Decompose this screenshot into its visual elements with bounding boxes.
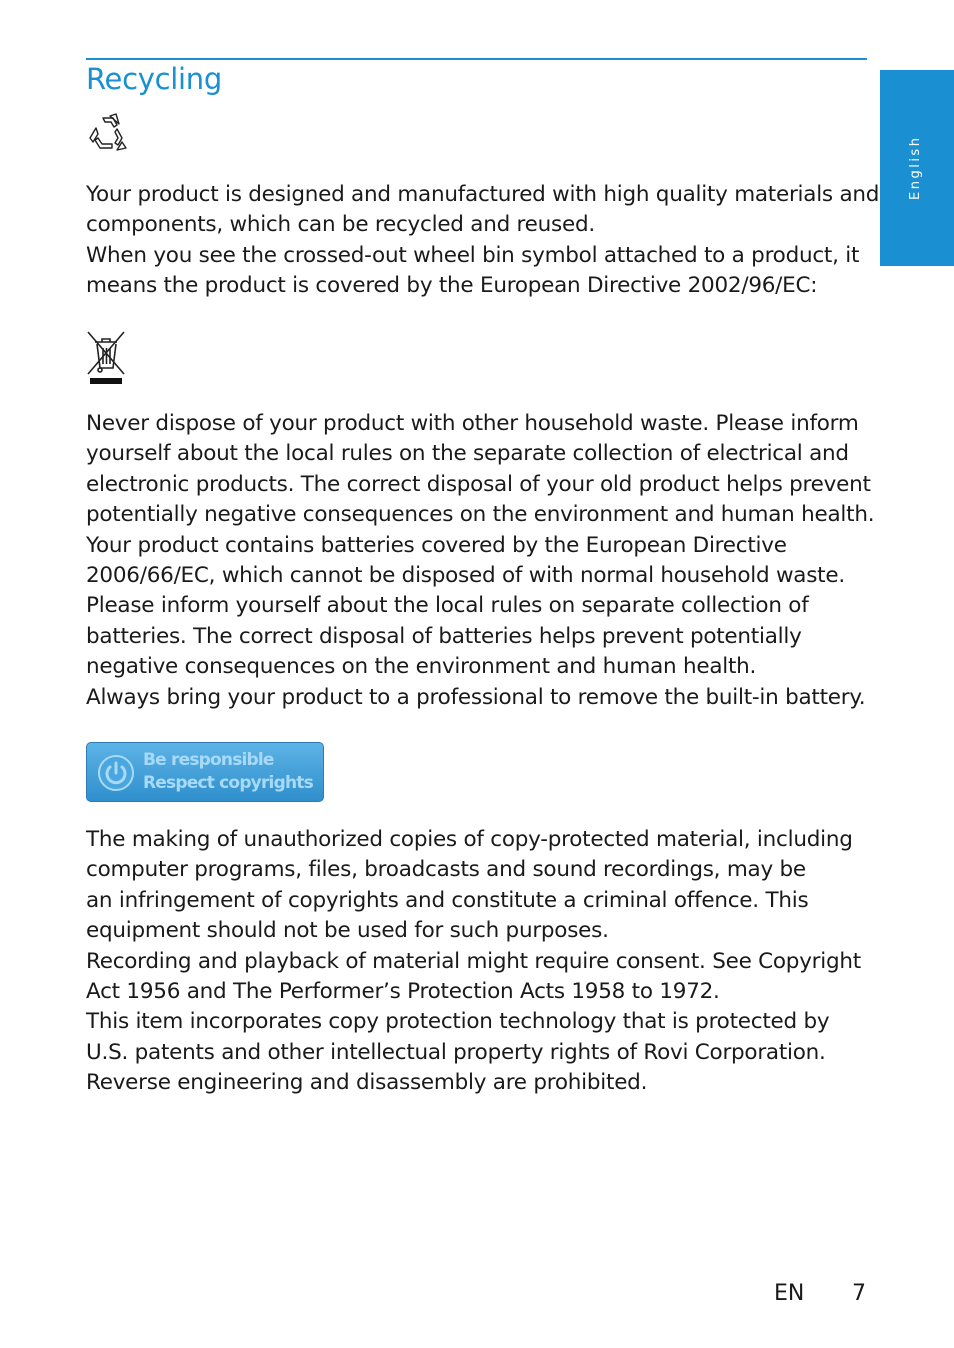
recycling-intro-paragraph: Your product is designed and manufactured with high quality materials and components, which can be recycled and reused. When you see the crossed-out wheel bin symbol attached to a product, it means the product is covered by the European Directive 2002/96/EC:	[86, 182, 880, 299]
badge-text: Be responsible Respect copyrights	[143, 750, 313, 793]
disposal-paragraph: Never dispose of your product with other household waste. Please inform yourself about the local rules on the separate collection of electrical and electronic products. The correct disposal of your old product helps prevent potentially negative consequences on the environment and human health. Your product contains batteries covered by the European Directive 2006/66/EC, which cannot be disposed of with normal household waste. Please inform yourself about the local rules on separate collection of batteries. The correct disposal of batteries helps prevent potentially negative consequences on the environment and human health. Always bring your product to a professional to remove the built-in battery.	[86, 411, 875, 710]
language-tab	[880, 70, 954, 266]
page-number: 7	[852, 1281, 866, 1306]
power-icon	[97, 754, 135, 792]
copyright-paragraph: The making of unauthorized copies of copy-protected material, including computer programs, files, broadcasts and sound recordings, may be an infringement of copyrights and constitute a criminal offence. This equipment should not be used for such purposes. Recording and playback of material might require consent. See Copyright Act 1956 and The Performer’s Protection Acts 1958 to 1972. This item incorporates copy protection technology that is protected by U.S. patents and other intellectual property rights of Rovi Corporation. Reverse engineering and disassembly are prohibited.	[86, 827, 861, 1096]
recycle-icon	[86, 112, 130, 156]
crossed-out-wheelie-bin-icon	[86, 330, 126, 386]
respect-copyrights-badge	[86, 742, 324, 802]
section-title: Recycling	[86, 62, 222, 96]
header-rule	[86, 58, 867, 60]
footer-language-code: EN	[774, 1281, 805, 1306]
language-tab-label: English	[908, 135, 923, 200]
